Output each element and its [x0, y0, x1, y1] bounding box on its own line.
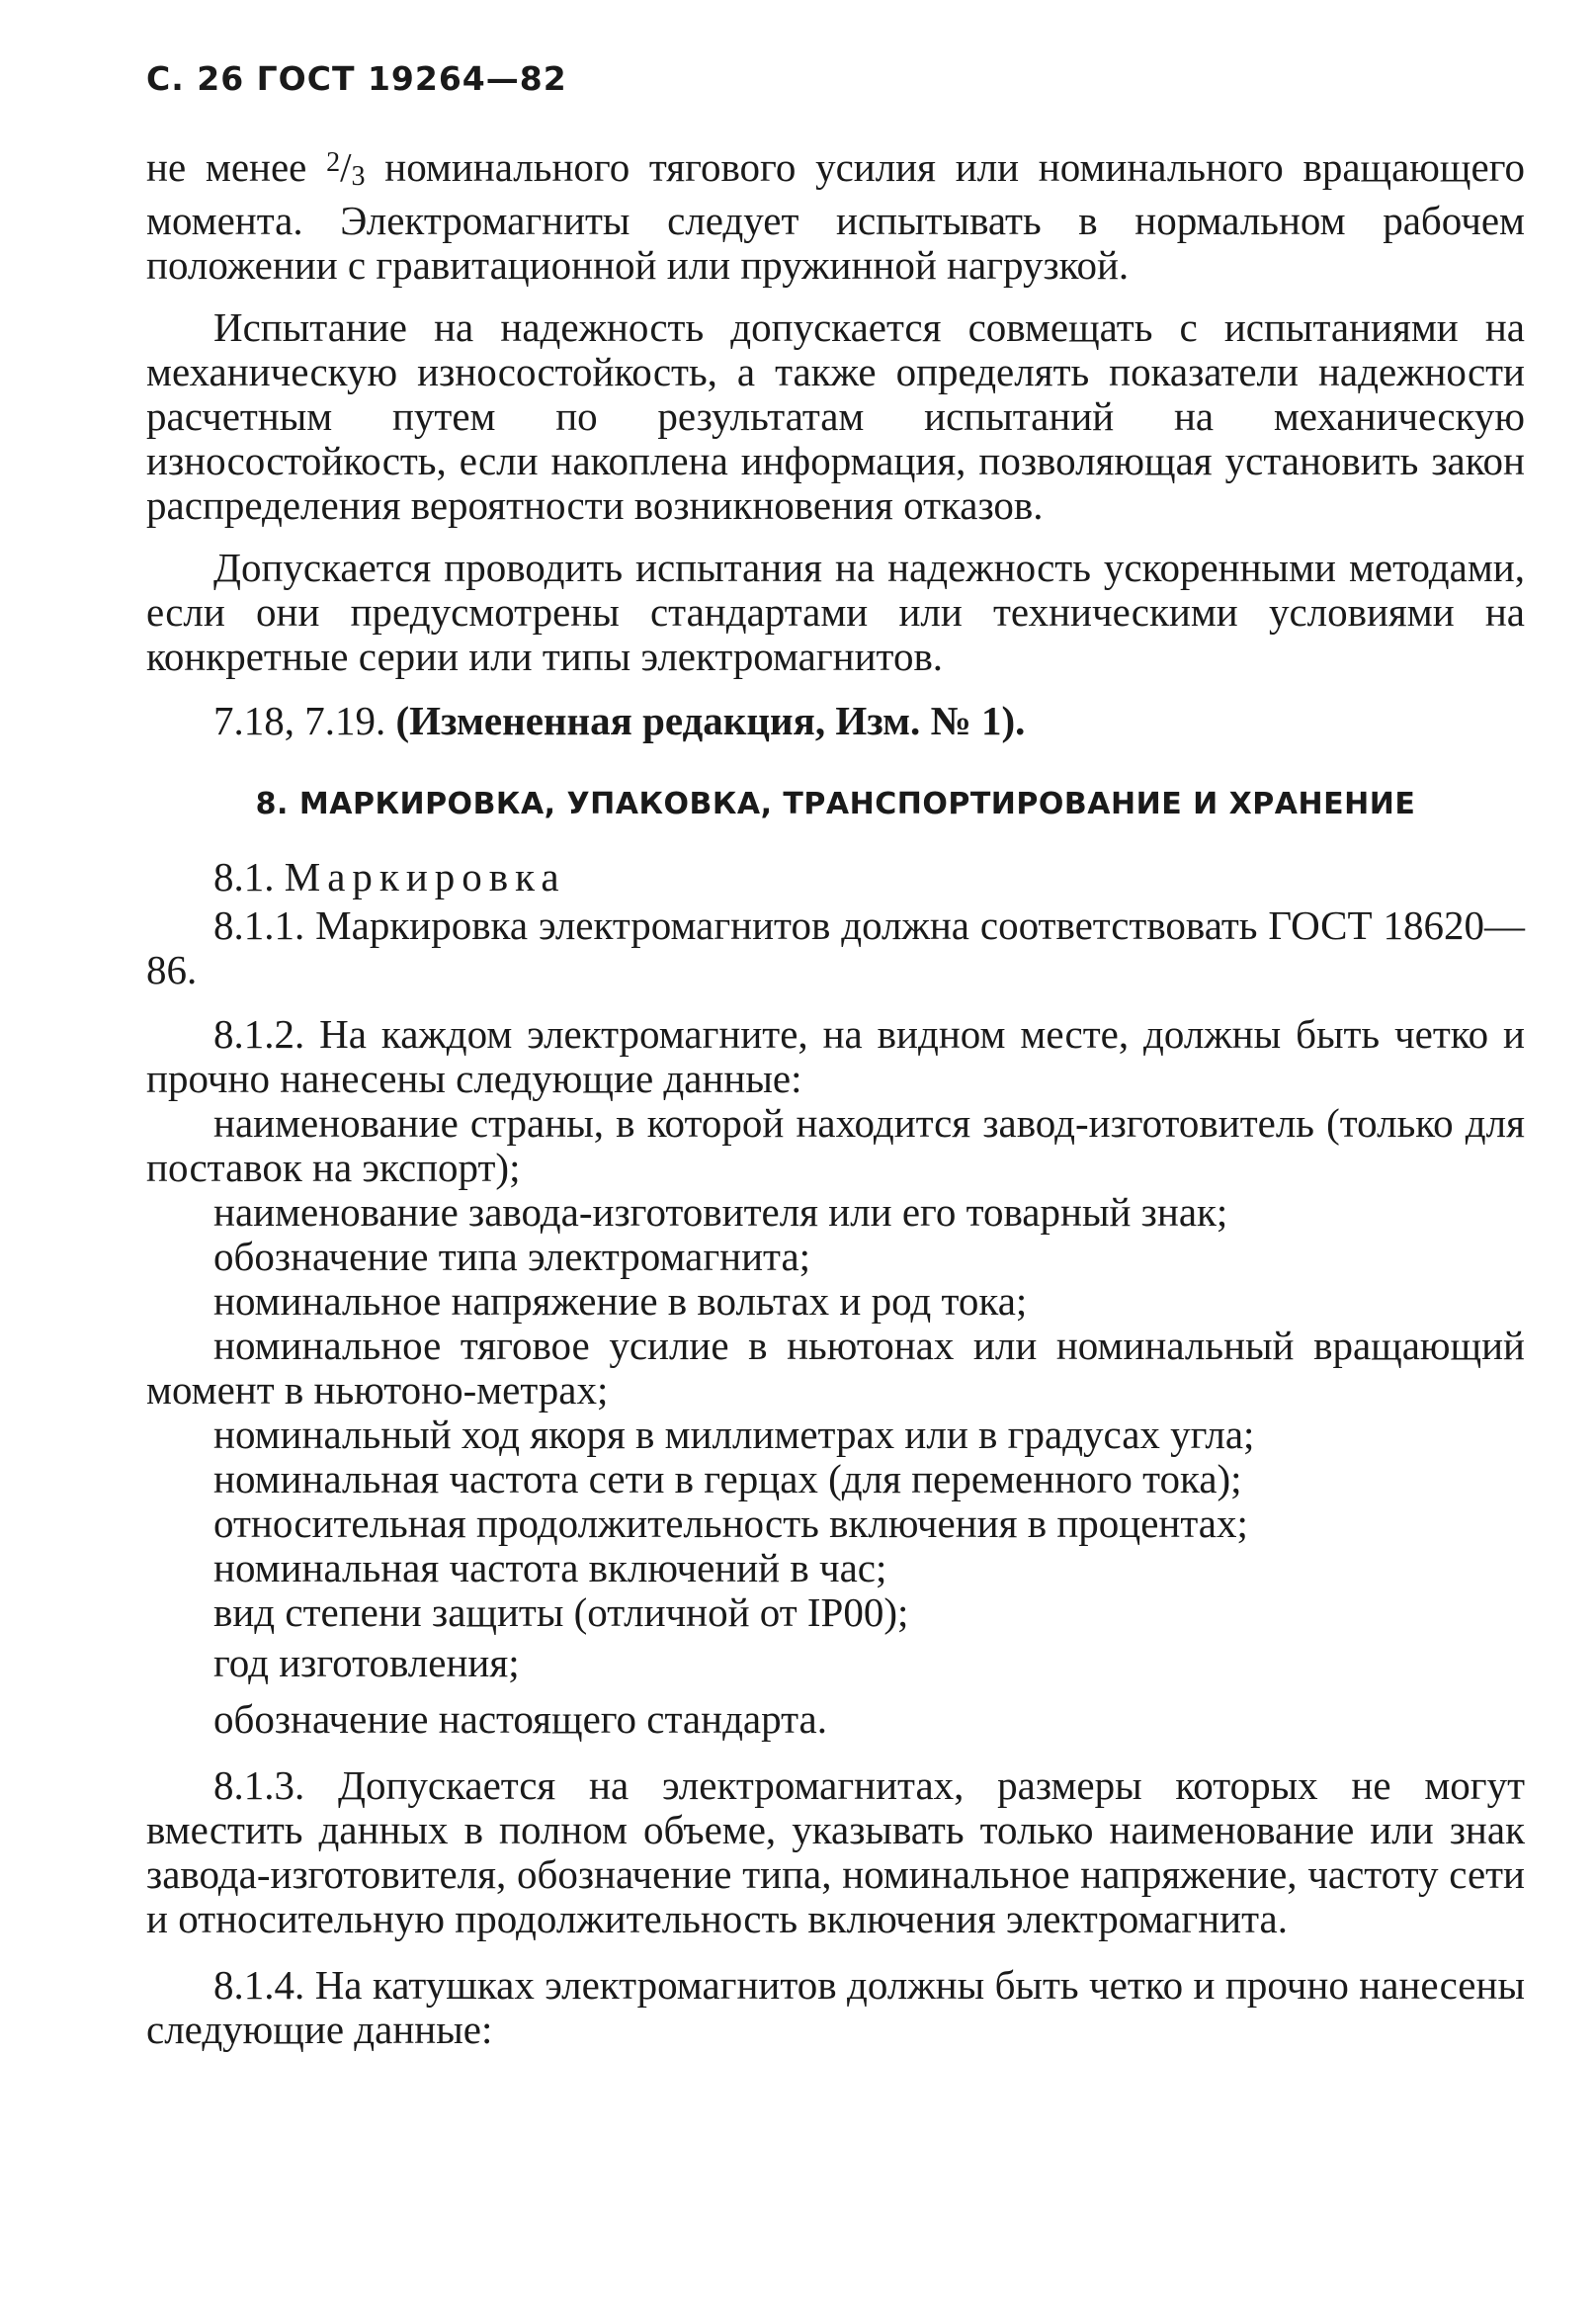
paragraph-8-1-4: 8.1.4. На катушках электромагнитов должны быть четко и прочно нанесены следующие данные: — [146, 1961, 1525, 2052]
list-item: номинальный ход якоря в миллиметрах или в градусах угла; — [213, 1411, 1255, 1457]
list-item: наименование завода-изготовителя или его товарный знак; — [213, 1188, 1228, 1235]
list-item: номинальная частота сети в герцах (для переменного тока); — [213, 1455, 1242, 1501]
accelerated-paragraph: Допускается проводить испытания на надежность ускоренными методами, если они предусмотрены стандартами или техническими условиями на конкретные серии или типы электромагнитов. — [146, 544, 1525, 679]
fraction-denominator: 3 — [351, 160, 366, 192]
edit-note-refs: 7.18, 7.19. — [213, 697, 396, 743]
subsection-title: Маркировка — [284, 853, 566, 900]
paragraph-8-1-3: 8.1.3. Допускается на электромагнитах, размеры которых не могут вместить данных в полном объеме, указывать только наименование или знак завода-изготовителя, обозначение типа, номинальное напряжение, частоту сети и относительную продолжительность включения электромагнита. — [146, 1761, 1525, 1941]
marking-data-list — [146, 1101, 1525, 1742]
list-item: обозначение настоящего стандарта. — [213, 1695, 827, 1742]
intro-text-rest: номинального тягового усилия или номинального вращающего момента. Электромагниты следует испытывать в нормальном рабочем положении с гравитационной или пружинной нагрузкой. — [146, 143, 1525, 288]
section-title: 8. МАРКИРОВКА, УПАКОВКА, ТРАНСПОРТИРОВАНИЕ И ХРАНЕНИЕ — [255, 786, 1416, 821]
document-page — [146, 59, 1525, 2066]
subsection-number: 8.1. — [213, 853, 285, 900]
list-item: номинальная частота включений в час; — [213, 1544, 887, 1590]
edit-note — [146, 699, 1525, 743]
reliability-paragraph: Испытание на надежность допускается совмещать с испытаниями на механическую износостойкость, а также определять показатели надежности расчетным путем по результатам испытаний на механическую износостойкость, если накоплена информация, позволяющая установить закон распределения вероятности возникновения отказов. — [146, 303, 1525, 528]
intro-text-start: не менее — [146, 143, 327, 190]
paragraph-8-1-1: 8.1.1. Маркировка электромагнитов должна соответствовать ГОСТ 18620—86. — [146, 901, 1525, 992]
intro-paragraph: не менее $^2$/3 номинального тягового усилия или номинального вращающего момента. Электромагниты следует испытывать в нормальном рабочем положении с гравитационной или пружинной нагрузкой. — [146, 143, 1525, 288]
list-item: относительная продолжительность включения в процентах; — [213, 1499, 1248, 1546]
subsection-heading — [146, 855, 1525, 900]
list-item: номинальное тяговое усилие в ньютонах или номинальный вращающий момент в ньютоно-метрах; — [146, 1322, 1525, 1413]
list-item: вид степени защиты (отличной от IP00); — [213, 1588, 909, 1635]
list-item: наименование страны, в которой находится завод-изготовитель (только для поставок на экспорт); — [146, 1099, 1525, 1190]
list-item: год изготовления; — [213, 1639, 520, 1685]
paragraph-8-1-2: 8.1.2. На каждом электромагните, на видном месте, должны быть четко и прочно нанесены следующие данные: — [146, 1010, 1525, 1101]
page-header: С. 26 ГОСТ 19264—82 — [146, 59, 567, 98]
fraction-numerator: 2 — [326, 146, 341, 178]
list-item: номинальное напряжение в вольтах и род тока; — [213, 1277, 1028, 1324]
list-item: обозначение типа электромагнита; — [213, 1233, 811, 1279]
edit-note-bold: (Измененная редакция, Изм. № 1). — [395, 697, 1026, 743]
